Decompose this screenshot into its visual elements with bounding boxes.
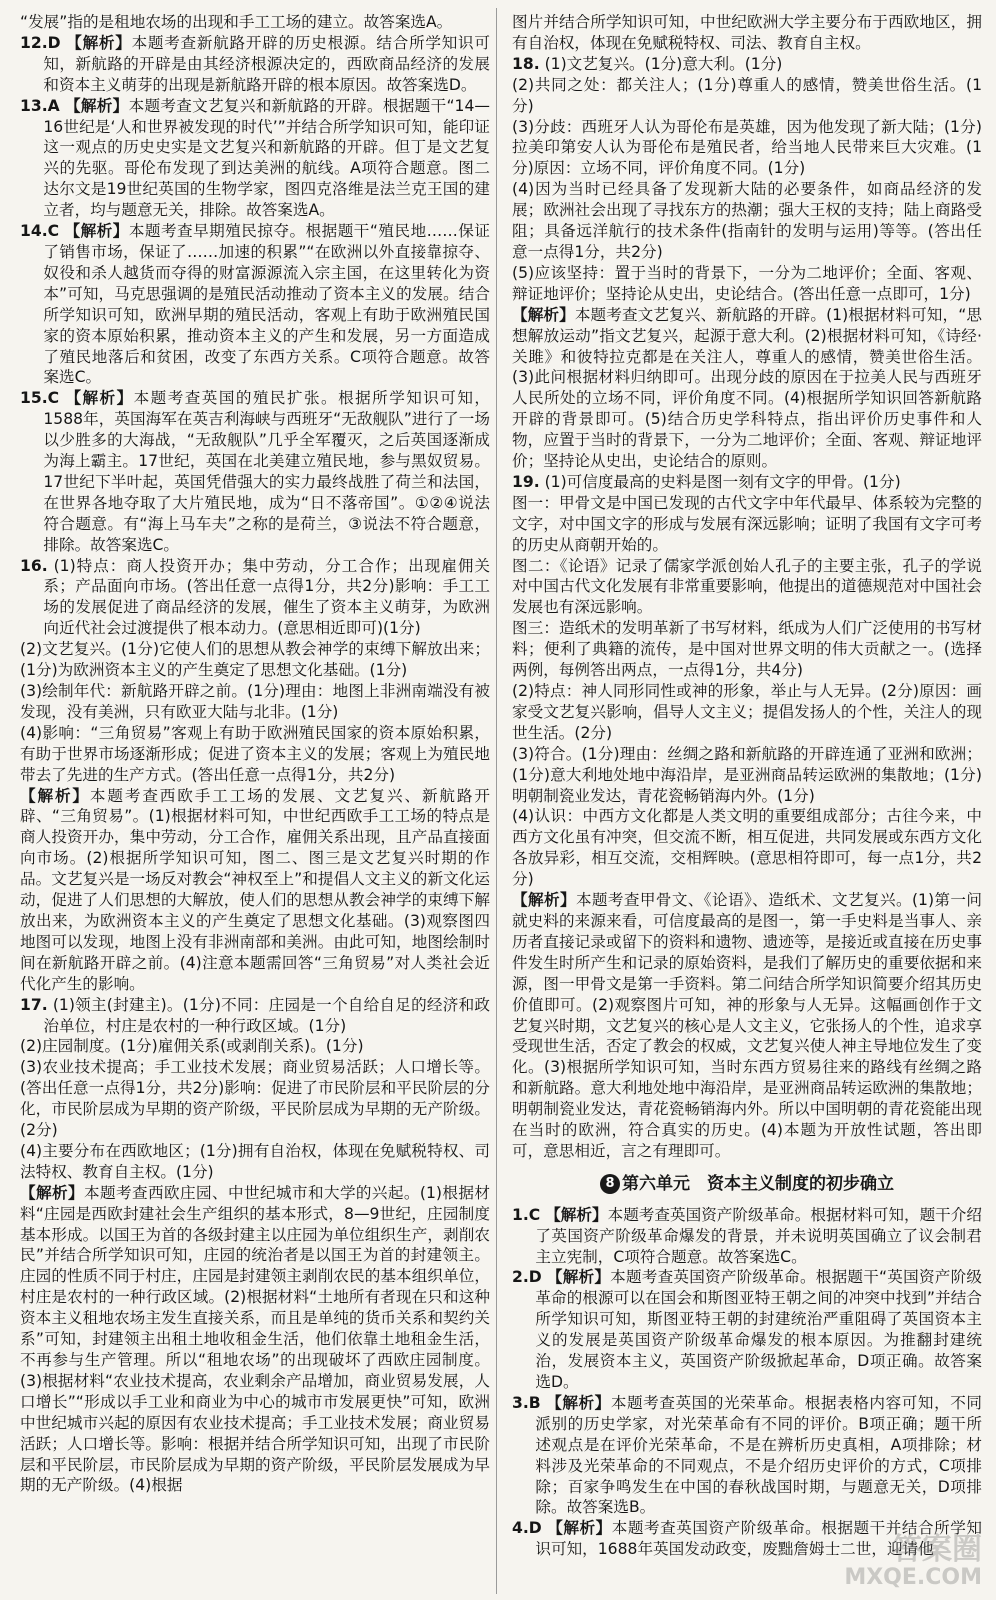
analysis-tag: 【解析】 [66, 33, 132, 52]
answer-item [512, 1393, 982, 1518]
answer-text: 本题考查英国的殖民扩张。根据所学知识可知，1588年，英国海军在英吉利海峡与西班牙“无敌舰队”进行了一场以少胜多的大海战，“无敌舰队”几乎全军覆灭，之后英国逐渐成为海上霸主。17世纪，英国在北美建立殖民地，参与黑奴贸易。17世纪下半叶起，英国凭借强大的实力最终战胜了荷兰和法国，在世界各地夺取了大片殖民地，成为“日不落帝国”。①②④说法符合题意。有“海上马车夫”之称的是荷兰，③说法不符合题意，排除。故答案选C。 [43, 389, 490, 554]
answer-text: 本题考查新航路开辟的历史根源。结合所学知识可知，新航路的开辟是由其经济根源决定的，西欧商品经济的发展和资本主义萌芽的出现是新航路开辟的根本原因。故答案选D。 [43, 33, 490, 94]
answer-item [20, 33, 490, 96]
question-number: 12.D [20, 33, 61, 52]
answer-subpart [20, 1141, 490, 1183]
answer-text: (3)分歧：西班牙人认为哥伦布是英雄，因为他发现了新大陆；(1分)拉美印第安人认为哥伦布是殖民者，给当地人民带来巨大灾难。(1分)原因：立场不同，评价角度不同。(1分) [512, 117, 982, 178]
answer-item [512, 54, 982, 75]
answer-text: 图一：甲骨文是中国已发现的古代文字中年代最早、体系较为完整的文字，对中国文字的形成与发展有深远影响；证明了我国有文字可考的历史从商朝开始的。 [512, 493, 982, 554]
watermark-line1: 答案圈 [892, 1532, 982, 1567]
question-number: 15.C [20, 389, 60, 408]
analysis-tag: 【解析】 [546, 1268, 611, 1287]
answer-text: (4)因为当时已经具备了发现新大陆的必要条件，如商品经济的发展；欧洲社会出现了寻找东方的热潮；强大王权的支持；陆上商路受阻；具备远洋航行的技术条件(指南针的发明与运用)等等。(答出任意一点得1分，共2分) [512, 180, 982, 261]
site-watermark [842, 1532, 982, 1592]
answer-text: 本题考查英国资产阶级革命。根据材料可知，题干介绍了英国资产阶级革命爆发的背景，并未说明英国确立了议会制君主立宪制，C项符合题意。故答案选C。 [535, 1205, 982, 1266]
answer-text: “发展”指的是租地农场的出现和手工工场的建立。故答案选A。 [20, 13, 453, 31]
answer-text: 本题考查早期殖民掠夺。根据题干“殖民地……保证了销售市场，保证了……加速的积累”“在欧洲以外直接靠掠夺、奴役和杀人越货而夺得的财富源源流入宗主国，在这里转化为资本”可知，马克思强调的是殖民活动推动了资本主义的发展。结合所学知识可知，欧洲早期的殖民活动，客观上有助于欧洲殖民国家的资本原始积累，推动资本主义的产生和发展，另一方面造成了殖民地落后和贫困，改变了东西方关系。C项符合题意。故答案选C。 [43, 222, 490, 387]
question-number: 18. [512, 54, 540, 73]
answer-subpart [512, 75, 982, 117]
answer-subpart [512, 744, 982, 807]
answer-text: (3)符合。(1分)理由：丝绸之路和新航路的开辟连通了亚洲和欧洲；(1分)意大利地处地中海沿岸，是亚洲商品转运欧洲的集散地；(1分)明朝制瓷业发达，青花瓷畅销海内外。(1分) [512, 744, 982, 805]
answer-item [20, 96, 490, 221]
answer-text: (2)共同之处：都关注人；(1分)尊重人的感情，赞美世俗生活。(1分) [512, 75, 982, 115]
right-column [512, 12, 982, 1590]
answer-item [20, 221, 490, 388]
answer-subpart [20, 1036, 490, 1057]
answer-text: 本题考查文艺复兴和新航路的开辟。根据题干“14—16世纪是‘人和世界被发现的时代’”并结合所学知识可知，能印证这一观点的历史史实是文艺复兴和新航路的开辟。但丁是文艺复兴的先驱。哥伦布发现了到达美洲的航线。A项符合题意。图二达尔文是19世纪英国的生物学家，图四克洛维是法兰克王国的建立者，均与题意无关，排除。故答案选A。 [43, 96, 490, 220]
left-column [20, 12, 490, 1590]
question-number: 1.C [512, 1205, 541, 1224]
column-divider [496, 8, 497, 1594]
answer-text: 本题考查西欧手工工场的发展、文艺复兴、新航路开辟、“三角贸易”。(1)根据材料可知，中世纪西欧手工工场的特点是商人投资开办，集中劳动，分工合作，雇佣关系出现，且产品直接面向市场。(2)根据所学知识可知，图二、图三是文艺复兴时期的作品。文艺复兴是一场反对教会“神权至上”和提倡人文主义的新文化运动，促进了人们思想的大解放，使人们的思想从教会神学的束缚下解放出来，为欧洲资本主义的产生奠定了思想文化基础。(3)观察图四地图可以发现，地图上没有非洲南部和美洲。由此可知，地图绘制时间在新航路开辟之前。(4)注意本题需回答“三角贸易”对人类社会近代化产生的影响。 [20, 786, 490, 993]
question-number: 17. [20, 995, 48, 1014]
answer-text: (4)影响：“三角贸易”客观上有助于欧洲殖民国家的资本原始积累，有助于世界市场逐渐形成；促进了资本主义的发展；客观上为殖民地带去了先进的生产方式。(答出任意一点得1分，共2分) [20, 723, 490, 784]
answer-text: 图二：《论语》记录了儒家学派创始人孔子的主要主张，孔子的学说对中国古代文化发展有非常重要影响，他提出的道德规范对中国社会发展也有深远影响。 [512, 556, 982, 617]
analysis-tag: 【解析】 [64, 96, 129, 115]
answer-text: 本题考查英国资产阶级革命。根据题干并结合所学知识可知，1688年英国发动政变，废黜詹姆士二世，迎请他 [535, 1519, 982, 1559]
answer-text: 本题考查文艺复兴、新航路的开辟。(1)根据材料可知，“思想解放运动”指文艺复兴，起源于意大利。(2)根据材料可知，《诗经·关雎》和彼特拉克都是在关注人，尊重人的感情，赞美世俗生活。(3)此问根据材料归纳即可。出现分歧的原因在于拉美人民与西班牙人民所处的立场不同，评价角度不同。(4)根据所学知识回答新航路开辟的背景即可。(5)结合历史学科特点，指出评价历史事件和人物，应置于当时的背景下，一分为二地评价；全面、客观、辩证地评价；坚持论从史出，史论结合的原则。 [512, 305, 982, 471]
answer-subpart [20, 1057, 490, 1141]
question-number: 2.D [512, 1268, 542, 1287]
answer-item [20, 388, 490, 555]
answer-text: (2)庄园制度。(1分)雇佣关系(或剥削关系)。(1分) [20, 1037, 364, 1056]
question-number: 4.D [512, 1519, 542, 1538]
answer-text: (3)农业技术提高；手工业技术发展；商业贸易活跃；人口增长等。(答出任意一点得1分，共2分)影响：促进了市民阶层和平民阶层的分化，市民阶层成为早期的资产阶级，平民阶层成为早期的无产阶级。(2分) [20, 1058, 490, 1140]
answer-item [20, 556, 490, 640]
answer-text: (4)主要分布在西欧地区；(1分)拥有自治权，体现在免赋税特权、司法特权、教育自主权。(1分) [20, 1141, 490, 1181]
watermark-line2: MXQE.COM [844, 1565, 982, 1590]
answer-subpart [512, 806, 982, 890]
answer-item [20, 995, 490, 1037]
answer-text: 图片并结合所学知识可知，中世纪欧洲大学主要分布于西欧地区，拥有自治权，体现在免赋税特权、司法、教育自主权。 [512, 13, 982, 52]
unit-number-badge: 8 [600, 1174, 620, 1194]
continued-paragraph [20, 12, 490, 33]
answer-text: 本题考查英国的光荣革命。根据表格内容可知，不同派别的历史学家，对光荣革命有不同的评价。B项正确；题干所述观点是在评价光荣革命，不是在辨析历史真相，A项排除；材料涉及光荣革命的不同观点，不是介绍历史评价的方式，C项排除；百家争鸣发生在中国的春秋战国时期，与题意无关，D项排除。故答案选B。 [535, 1393, 982, 1517]
answer-text: (2)文艺复兴。(1分)它使人们的思想从教会神学的束缚下解放出来；(1分)为欧洲资本主义的产生奠定了思想文化基础。(1分) [20, 640, 490, 680]
unit-title: 第六单元 资本主义制度的初步确立 [622, 1173, 894, 1194]
answer-subpart [512, 493, 982, 556]
analysis-tag: 【解析】 [64, 222, 129, 241]
answer-text: (4)认识：中西方文化都是人类文明的重要组成部分；古往今来，中西方文化虽有冲突，但交流不断，相互促进，共同发展或东西方文化各放异彩，相互交流，交相辉映。(意思相符即可，每一点1分，共2分) [512, 807, 982, 889]
answer-text: (1)可信度最高的史料是图一刻有文字的甲骨。(1分) [544, 472, 901, 491]
answer-text: (3)绘制年代：新航路开辟之前。(1分)理由：地图上非洲南端没有被发现，没有美洲，只有欧亚大陆与北非。(1分) [20, 682, 490, 721]
analysis-tag: 【解析】 [512, 305, 575, 324]
question-number: 16. [20, 556, 48, 575]
analysis-tag: 【解析】 [512, 891, 576, 910]
analysis-tag: 【解析】 [20, 1183, 84, 1202]
analysis-tag: 【解析】 [547, 1519, 612, 1538]
analysis-tag: 【解析】 [20, 786, 90, 805]
continued-paragraph [512, 12, 982, 54]
answer-text: 本题考查英国资产阶级革命。根据题干“英国资产阶级革命的根源可以在国会和斯图亚特王朝之间的冲突中找到”并结合所学知识可知，斯图亚特王朝的封建统治严重阻碍了英国资本主义的发展是英国资产阶级革命爆发的根本原因。为推翻封建统治，发展资本主义，英国资产阶级掀起革命，D项正确。故答案选D。 [535, 1268, 982, 1391]
analysis-tag: 【解析】 [545, 1205, 608, 1224]
answer-text: (5)应该坚持：置于当时的背景下，一分为二地评价；全面、客观、辩证地评价；坚持论从史出，史论结合。(答出任意一点即可，1分) [512, 263, 982, 303]
unit-heading [512, 1174, 982, 1195]
question-number: 19. [512, 472, 540, 491]
answer-subpart [20, 786, 490, 995]
analysis-tag: 【解析】 [546, 1393, 611, 1412]
answer-text: (2)特点：神人同形同性或神的形象，举止与人无异。(2分)原因：画家受文艺复兴影响，倡导人文主义；提倡发扬人的个性，关注人的现世生活。(2分) [512, 682, 982, 742]
answer-subpart [20, 639, 490, 681]
answer-item [512, 1267, 982, 1392]
answer-subpart [20, 681, 490, 723]
answer-text: 本题考查西欧庄园、中世纪城市和大学的兴起。(1)根据材料“庄园是西欧封建社会生产组织的基本形式，8—9世纪，庄园制度基本形成。以国王为首的各级封建主以庄园为单位组织生产，剥削农民”并结合所学知识可知，庄园的统治者是以国王为首的封建领主。庄园的性质不同于村庄，庄园是封建领主剥削农民的基本组织单位，村庄是农村的一种行政区域。(2)根据材料“土地所有者现在只和这种资本主义租地农场主发生直接关系，而且是单纯的货币关系和契约关系”可知，封建领主出租土地收租金生活，他们依靠土地租金生活，不再参与生产管理。所以“租地农场”的出现破坏了西欧庄园制度。(3)根据材料“农业技术提高，农业剩余产品增加，商业贸易发展，人口增长”“形成以手工业和商业为中心的城市市发展更快”可知，欧洲中世纪城市兴起的原因有农业技术提高；手工业技术发展；商业贸易活跃；人口增长等。影响：根据并结合所学知识可知，出现了市民阶层和平民阶层，市民阶层成为早期的资产阶级，平民阶层发展成为早期的无产阶级。(4)根据 [20, 1183, 490, 1495]
answer-subpart [20, 723, 490, 786]
answer-text: 本题考查甲骨文、《论语》、造纸术、文艺复兴。(1)第一问就史料的来源来看，可信度最高的是图一，第一手史料是当事人、亲历者直接记录或留下的资料和遗物、遗迹等，是接近或直接在历史事件发生时所产生和记录的原始资料，是我们了解历史的重要依据和来源，图一甲骨文是第一手资料。第二问结合所学知识简要介绍其历史价值即可。(2)观察图片可知，神的形象与人无异。这幅画创作于文艺复兴时期，文艺复兴的核心是人文主义，它张扬人的个性，追求享受现世生活，否定了教会的权威，文艺复兴使人神主导地位发生了变化。(3)根据所学知识可知，当时东西方贸易往来的路线有丝绸之路和新航路。意大利地处地中海沿岸，是亚洲商品转运欧洲的集散地；明朝制瓷业发达，青花瓷畅销海内外。所以中国明朝的青花瓷能出现在当时的欧洲，符合真实的历史。(4)本题为开放性试题，答出即可，意思相近，言之有理即可。 [512, 891, 982, 1160]
question-number: 13.A [20, 96, 60, 115]
answer-subpart [512, 618, 982, 681]
answer-subpart [20, 1183, 490, 1497]
answer-text: (1)文艺复兴。(1分)意大利。(1分) [544, 54, 783, 73]
analysis-tag: 【解析】 [65, 389, 134, 408]
answer-text: (1)领主(封建主)。(1分)不同：庄园是一个自给自足的经济和政治单位，村庄是农村的一种行政区域。(1分) [43, 995, 490, 1035]
answer-item [512, 1205, 982, 1268]
question-number: 3.B [512, 1393, 541, 1412]
answer-subpart [512, 179, 982, 263]
answer-item [512, 472, 982, 493]
question-number: 14.C [20, 222, 60, 241]
answer-subpart [512, 890, 982, 1162]
answer-text: (1)特点：商人投资开办；集中劳动，分工合作；出现雇佣关系；产品面向市场。(答出任意一点得1分，共2分)影响：手工工场的发展促进了商品经济的发展，催生了资本主义萌芽，为欧洲向近代社会过渡提供了根本动力。(意思相近即可)(1分) [43, 556, 490, 638]
answer-subpart [512, 681, 982, 744]
answer-subpart [512, 263, 982, 305]
answer-subpart [512, 117, 982, 180]
answer-subpart [512, 556, 982, 619]
answer-text: 图三：造纸术的发明革新了书写材料，纸成为人们广泛使用的书写材料；便利了典籍的流传，是中国对世界文明的伟大贡献之一。(选择两例，每例答出两点，一点得1分，共4分) [512, 619, 982, 680]
answer-subpart [512, 305, 982, 472]
